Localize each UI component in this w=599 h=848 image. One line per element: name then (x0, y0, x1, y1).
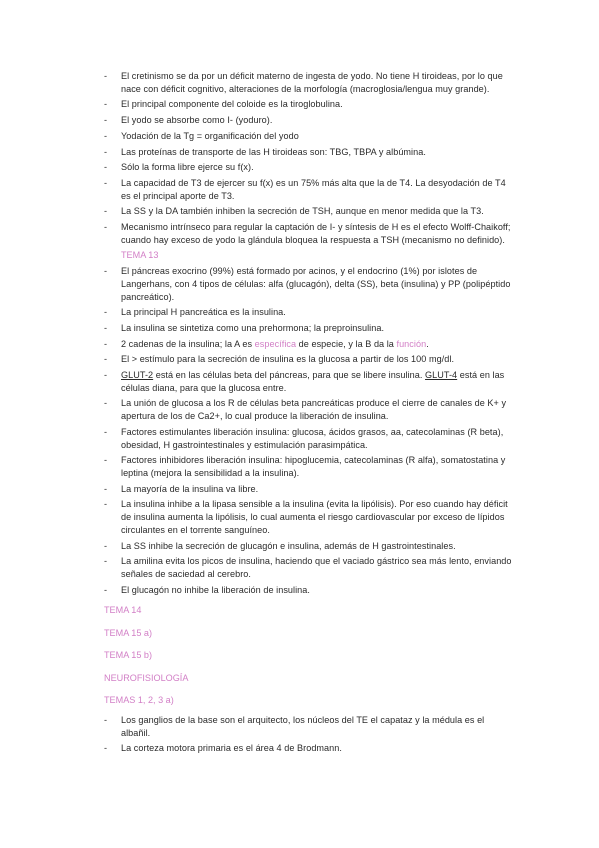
list-item: - La amilina evita los picos de insulina, haciendo que el vaciado gástrico sea más lento, enviando señales de saciedad al cerebro. (104, 556, 512, 579)
list-item: - El glucagón no inhibe la liberación de insulina. (104, 584, 310, 595)
section-heading-tema-14: TEMA 14 (104, 605, 142, 615)
glut4-term: GLUT-4 (425, 370, 458, 381)
list-item: - El > estímulo para la secreción de insulina es la glucosa a partir de los 100 mg/dl. (104, 354, 455, 365)
list-item: - La insulina inhibe a la lipasa sensible a la insulina (evita la lipólisis). Por eso cuando hay déficit de insulina aumenta la lipólisis, lo cual aumenta el riesgo cardiovascular por exceso de lípidos circulantes en el torrente sanguíneo. (104, 499, 508, 535)
thyroid-notes-list (104, 70, 514, 599)
list-item-glut: - GLUT-2 está en las células beta del páncreas, para que se libere insulina. GLUT-4 está en las células diana, para que la glucosa entre. (104, 370, 505, 393)
list-item: - La SS inhibe la secreción de glucagón e insulina, además de H gastrointestinales. (104, 540, 456, 551)
list-item: - La capacidad de T3 de ejercer su f(x) es un 75% más alta que la de T4. La desyodación de T4 es el principal aporte de T3. (104, 177, 506, 201)
list-item: - La insulina se sintetiza como una prehormona; la preproinsulina. (104, 322, 385, 333)
list-item: - Yodación de la Tg = organificación del yodo (104, 130, 299, 141)
list-item: - La SS y la DA también inhiben la secreción de TSH, aunque en menor medida que la T3. (104, 206, 484, 217)
section-heading-tema-15a: TEMA 15 a) (104, 628, 153, 638)
list-item: - La principal H pancreática es la insulina. (104, 307, 286, 318)
section-heading-tema-15b: TEMA 15 b) (104, 650, 153, 660)
list-item: - Mecanismo intrínseco para regular la captación de I- y síntesis de H es el efecto Wolff-Chaikoff; cuando hay exceso de yodo la glándula bloquea la respuesta a TSH (mecanismo no definido). (104, 222, 511, 245)
list-item: - La corteza motora primaria es el área 4 de Brodmann. (104, 743, 342, 754)
neuro-notes-list (104, 714, 514, 758)
list-item: - La unión de glucosa a los R de células beta pancreáticas produce el cierre de canales de K+ y apertura de los de Ca2+, lo cual produce la liberación de insulina. (104, 398, 507, 422)
list-item: - La mayoría de la insulina va libre. (104, 483, 259, 494)
section-heading-tema-13: TEMA 13 (121, 250, 159, 261)
section-heading-temas-1-2-3a: TEMAS 1, 2, 3 a) (104, 695, 174, 705)
list-item: - Factores estimulantes liberación insulina: glucosa, ácidos grasos, aa, catecolaminas (R beta), obesidad, H gastrointestinales y estimulación parasimpática. (104, 426, 504, 450)
glut2-term: GLUT-2 (121, 370, 154, 381)
list-item: - Los ganglios de la base son el arquitecto, los núcleos del TE el capataz y la médula es el albañil. (104, 715, 485, 738)
list-item: - Factores inhibidores liberación insulina: hipoglucemia, catecolaminas (R alfa), somatostatina y leptina (mejora la sensibilidad a la insulina). (104, 455, 506, 478)
highlight-funcion: función (396, 338, 427, 349)
list-item: - Las proteínas de transporte de las H tiroideas son: TBG, TBPA y albúmina. (104, 146, 426, 157)
list-item: - Sólo la forma libre ejerce su f(x). (104, 162, 254, 173)
list-item: - El principal componente del coloide es la tiroglobulina. (104, 99, 343, 110)
list-item: - El páncreas exocrino (99%) está formado por acinos, y el endocrino (1%) por islotes de Langerhans, con 4 tipos de células: alfa (glucagón), delta (SS), beta (insulina) y PP (polipéptido pancreático). (104, 266, 511, 302)
list-item: - El cretinismo se da por un déficit materno de ingesta de yodo. No tiene H tiroideas, por lo que nace con déficit cognitivo, alteraciones de la morfología (macroglosia/lengua muy grande). (104, 71, 503, 94)
list-item: - El yodo se absorbe como I- (yoduro). (104, 115, 273, 126)
highlight-especifica: específica (254, 338, 297, 349)
list-item-cadenas: - 2 cadenas de la insulina; la A es específica de especie, y la B da la función. (104, 338, 429, 349)
section-heading-neurofisiologia: NEUROFISIOLOGÍA (104, 673, 189, 683)
